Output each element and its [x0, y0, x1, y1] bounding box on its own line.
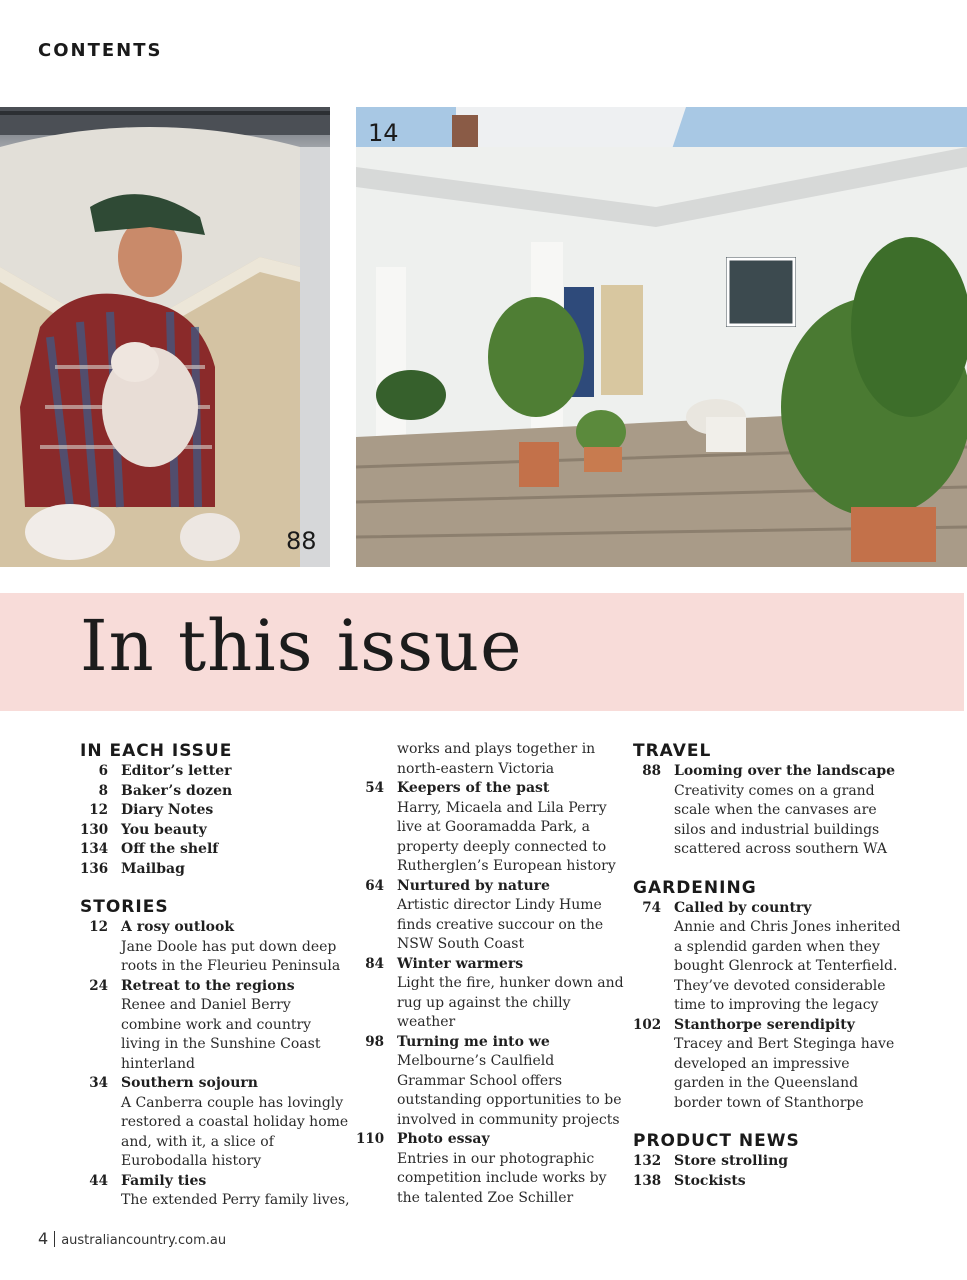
- page-footer: [38, 1229, 226, 1248]
- article-description: Renee and Daniel Berry combine work and country living in the Sunshine Coast hinterland: [121, 997, 321, 1072]
- banner-title: In this issue: [80, 605, 523, 687]
- article-title: Looming over the landscape: [674, 763, 896, 779]
- page-ref-88[interactable]: 88: [286, 527, 317, 555]
- list-item[interactable]: [80, 821, 350, 841]
- list-item[interactable]: [80, 977, 350, 1075]
- article-description: Tracey and Bert Steginga have developed an impressive garden in the Queensland border town of Stanthorpe: [674, 1036, 895, 1111]
- article-description: Annie and Chris Jones inherited a splendid garden when they bought Glenrock at Tenterfield. They’ve devoted considerable time to improving the legacy: [674, 919, 901, 1013]
- section-heading-gardening: GARDENING: [633, 877, 757, 898]
- page-number: 138: [633, 1172, 662, 1189]
- article-description: works and plays together in north-eastern Victoria: [397, 741, 596, 777]
- article-title: Stockists: [674, 1172, 746, 1189]
- list-item[interactable]: [356, 877, 626, 955]
- article-title: Stanthorpe serendipity: [674, 1016, 855, 1033]
- list-item[interactable]: [356, 1130, 626, 1208]
- page-number: 134: [80, 841, 109, 857]
- page-ref-14[interactable]: 14: [368, 119, 399, 147]
- article-description: The extended Perry family lives,: [121, 1192, 350, 1208]
- page-number: 12: [89, 919, 108, 935]
- article-title: Retreat to the regions: [121, 977, 295, 994]
- article-title: Baker’s dozen: [121, 782, 233, 799]
- article-description: A Canberra couple has lovingly restored a coastal holiday home and, with it, a slice of Eurobodalla history: [121, 1094, 349, 1169]
- section-heading-stories: STORIES: [80, 897, 169, 917]
- article-description: Light the fire, hunker down and rug up against the chilly weather: [397, 975, 624, 1030]
- article-description: Artistic director Lindy Hume finds creative succour on the NSW South Coast: [397, 897, 604, 952]
- list-item[interactable]: [633, 1152, 903, 1172]
- article-title: Store strolling: [674, 1153, 789, 1169]
- article-title: Mailbag: [121, 860, 185, 877]
- article-title: Off the shelf: [121, 841, 219, 857]
- contents-column-1: [80, 740, 350, 1211]
- article-description: Creativity comes on a grand scale when the canvases are silos and industrial buildings scattered across southern WA: [674, 782, 887, 857]
- list-item[interactable]: [633, 899, 903, 1016]
- page-number: 110: [356, 1131, 385, 1147]
- page-number: 130: [80, 821, 109, 838]
- article-description: Melbourne’s Caulfield Grammar School offers outstanding opportunities to be involved in community projects: [397, 1053, 622, 1128]
- section-heading-travel: TRAVEL: [633, 741, 712, 761]
- section-heading-in-each-issue: IN EACH ISSUE: [80, 741, 233, 761]
- article-title: Nurtured by nature: [397, 877, 550, 894]
- silo-mural-photo[interactable]: [0, 107, 330, 567]
- page-number: 98: [365, 1033, 384, 1050]
- list-item[interactable]: [80, 762, 350, 782]
- list-item[interactable]: [80, 782, 350, 802]
- article-description: Jane Doole has put down deep roots in the Fleurieu Peninsula: [121, 938, 341, 974]
- page-number: 6: [98, 763, 108, 779]
- article-title: Turning me into we: [397, 1033, 550, 1050]
- verandah-illustration: [356, 107, 967, 567]
- list-item[interactable]: [356, 955, 626, 1033]
- page-number: 34: [89, 1075, 108, 1091]
- list-item[interactable]: [633, 762, 903, 860]
- article-title: Called by country: [674, 899, 812, 916]
- page-number: 8: [98, 782, 108, 799]
- list-item[interactable]: [80, 1172, 350, 1211]
- article-description: Harry, Micaela and Lila Perry live at Gooramadda Park, a property deeply connected to Rutherglen’s European history: [397, 799, 616, 874]
- footer-divider: [54, 1231, 55, 1247]
- article-title: Diary Notes: [121, 802, 214, 818]
- list-item[interactable]: [633, 1172, 903, 1192]
- page-number: 12: [89, 802, 108, 818]
- page-number: 54: [365, 780, 384, 796]
- article-title: Photo essay: [397, 1131, 490, 1147]
- list-item[interactable]: [80, 840, 350, 860]
- page-number: 74: [642, 899, 661, 916]
- article-title: A rosy outlook: [121, 919, 235, 935]
- article-title: Family ties: [121, 1172, 207, 1189]
- list-item[interactable]: [80, 918, 350, 977]
- contents-label: CONTENTS: [38, 40, 163, 61]
- page-number: 88: [642, 763, 661, 779]
- page-number: 84: [365, 955, 384, 972]
- list-item[interactable]: [356, 1033, 626, 1131]
- list-item[interactable]: [80, 801, 350, 821]
- article-title: Keepers of the past: [397, 780, 550, 796]
- page-number: 64: [365, 877, 384, 894]
- contents-column-3: [633, 740, 903, 1191]
- issue-banner: [0, 593, 964, 711]
- page-number: 136: [80, 860, 109, 877]
- page-number: 24: [89, 977, 108, 994]
- page-number: 132: [633, 1153, 662, 1169]
- footer-page-number: 4: [38, 1229, 49, 1248]
- article-title: Editor’s letter: [121, 763, 232, 779]
- article-title: Southern sojourn: [121, 1075, 258, 1091]
- page-number: 102: [633, 1016, 662, 1033]
- list-item-continuation: [356, 740, 626, 779]
- contents-column-2: [356, 740, 626, 1208]
- verandah-photo[interactable]: [356, 107, 967, 567]
- section-heading-product-news: PRODUCT NEWS: [633, 1131, 800, 1151]
- list-item[interactable]: [356, 779, 626, 877]
- footer-website-link[interactable]: australiancountry.com.au: [61, 1233, 227, 1248]
- silo-mural-illustration: [0, 107, 330, 567]
- article-title: You beauty: [121, 821, 207, 838]
- page-number: 44: [89, 1172, 108, 1189]
- article-description: Entries in our photographic competition include works by the talented Zoe Schiller: [397, 1150, 607, 1206]
- list-item[interactable]: [633, 1016, 903, 1114]
- article-title: Winter warmers: [397, 955, 524, 972]
- list-item[interactable]: [80, 1074, 350, 1172]
- list-item[interactable]: [80, 860, 350, 880]
